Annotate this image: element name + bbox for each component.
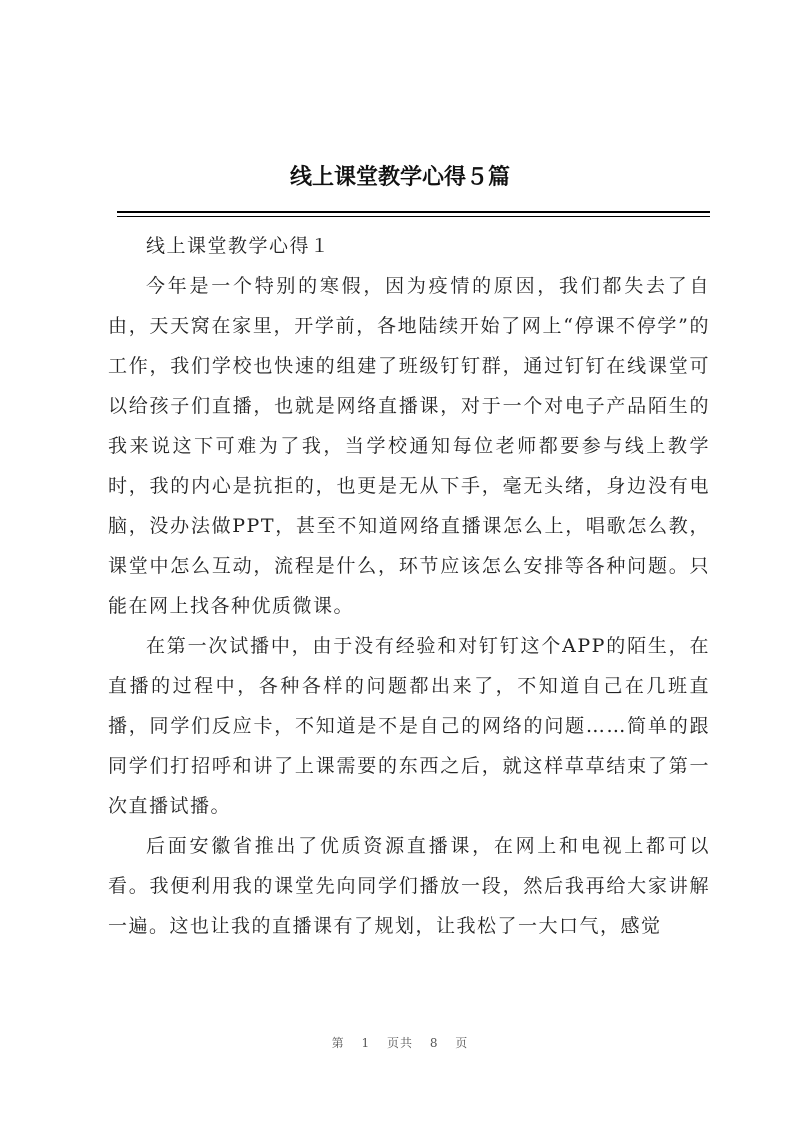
footer-label-of: 页共 <box>386 1036 413 1050</box>
paragraph-2: 在第一次试播中，由于没有经验和对钉钉这个APP的陌生，在直播的过程中，各种各样的问题都出来了，不知道自己在几班直播，同学们反应卡，不知道是不是自己的网络的问题……简单的跟同学们打招呼和讲了上课需要的东西之后，就这样草草结束了第一次直播试播。 <box>108 635 710 817</box>
paragraph-1: 今年是一个特别的寒假，因为疫情的原因，我们都失去了自由，天天窝在家里，开学前，各地陆续开始了网上“停课不停学”的工作，我们学校也快速的组建了班级钉钉群，通过钉钉在线课堂可以给孩子们直播，也就是网络直播课，对于一个对电子产品陌生的我来说这下可难为了我，当学校通知每位老师都要参与线上教学时，我的内心是抗拒的，也更是无从下手，毫无头绪，身边没有电脑，没办法做PPT，甚至不知道网络直播课怎么上，唱歌怎么教，课堂中怎么互动，流程是什么，环节应该怎么安排等各种问题。只能在网上找各种优质微课。 <box>108 275 710 617</box>
footer-label-pages: 页 <box>455 1036 469 1050</box>
title-rule-thin <box>117 216 710 217</box>
footer-total-pages: 8 <box>429 1036 439 1050</box>
footer-current-page: 1 <box>361 1036 371 1050</box>
footer-label-page: 第 <box>331 1036 345 1050</box>
title-rule-thick <box>117 211 710 213</box>
document-title: 线上课堂教学心得５篇 <box>289 165 510 190</box>
page-footer <box>0 1034 800 1051</box>
document-body <box>108 226 710 946</box>
paragraph-3: 后面安徽省推出了优质资源直播课，在网上和电视上都可以看。我便利用我的课堂先向同学们播放一段，然后我再给大家讲解一遍。这也让我的直播课有了规划，让我松了一大口气，感觉 <box>108 835 710 937</box>
section-heading: 线上课堂教学心得１ <box>146 235 331 257</box>
